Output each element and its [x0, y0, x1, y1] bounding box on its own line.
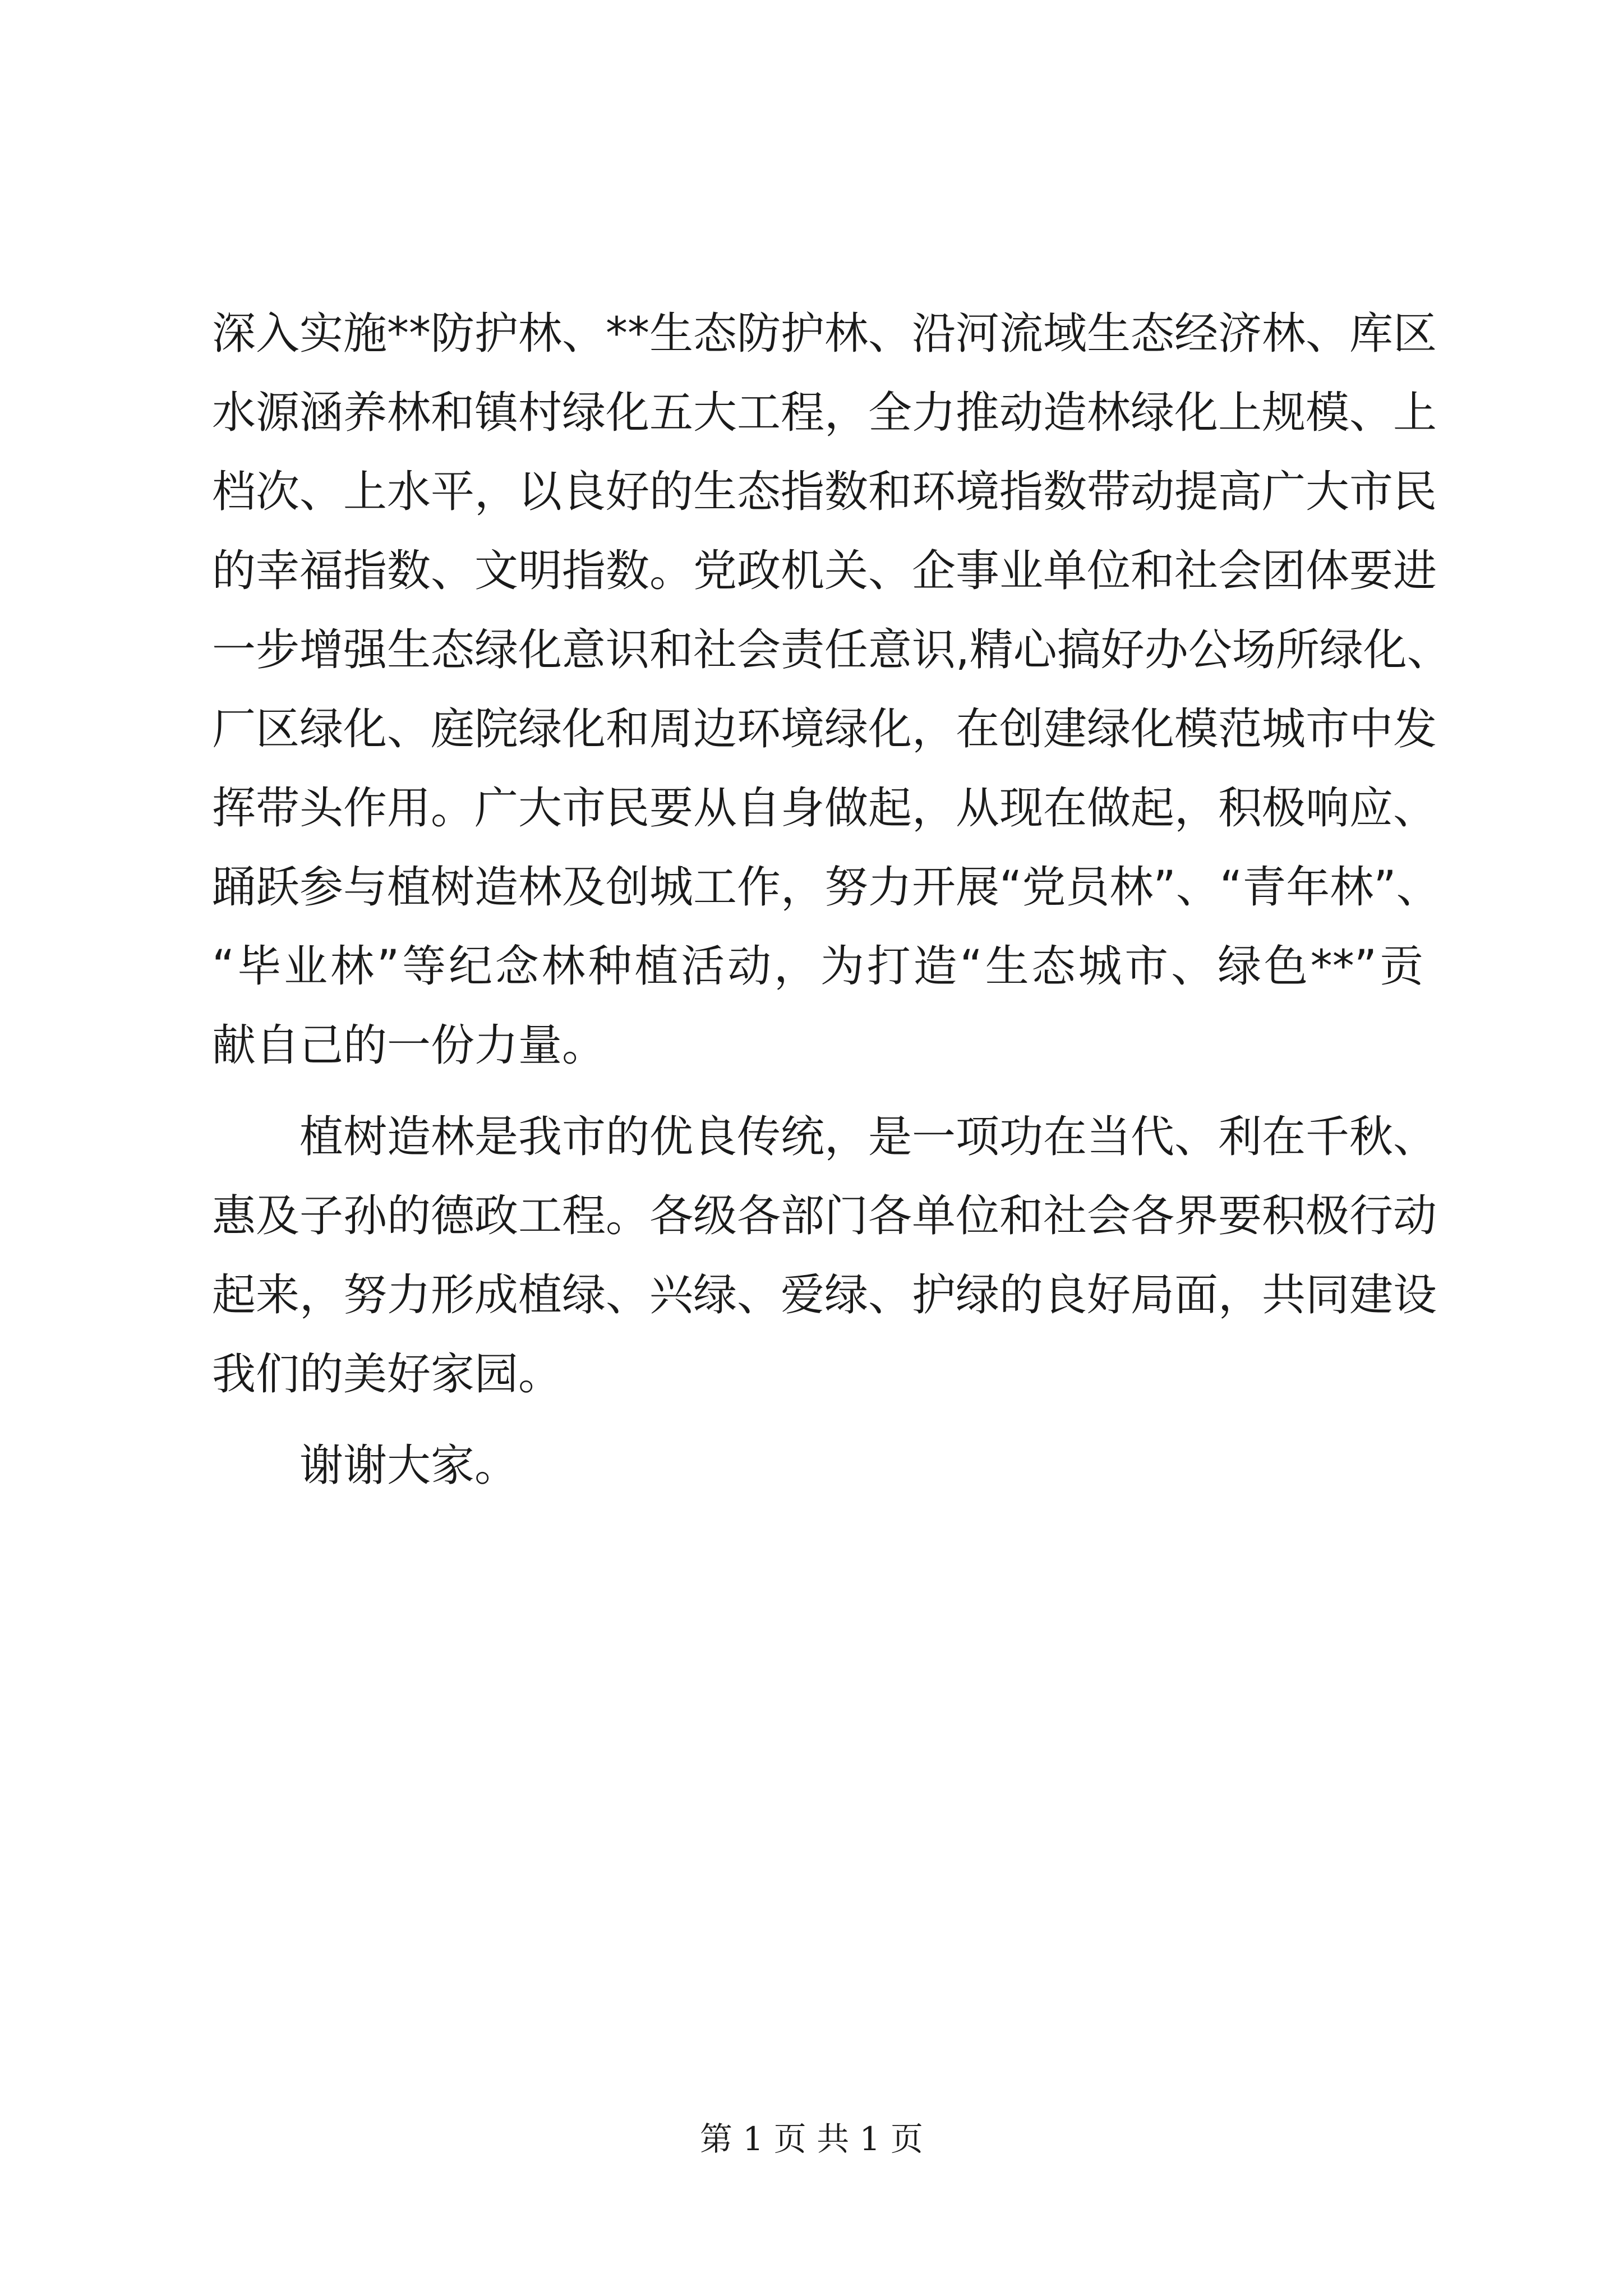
paragraph-line: 水源涵养林和镇村绿化五大工程，全力推动造林绿化上规模、上	[212, 388, 1437, 438]
paragraph-line: 档次、上水平，以良好的生态指数和环境指数带动提高广大市民	[212, 467, 1437, 517]
paragraph-line: 挥带头作用。广大市民要从自身做起，从现在做起，积极响应、	[212, 783, 1437, 834]
paragraph-line: “毕业林”等纪念林种植活动，为打造“生态城市、绿色**”贡	[212, 941, 1423, 992]
document-body	[212, 295, 1451, 1506]
paragraph-line: 深入实施**防护林、**生态防护林、沿河流域生态经济林、库区	[212, 309, 1437, 359]
paragraph-line: 的幸福指数、文明指数。党政机关、企事业单位和社会团体要进	[212, 546, 1437, 596]
paragraph-line: 我们的美好家园。	[212, 1349, 562, 1400]
page-footer: 第 1 页 共 1 页	[700, 2120, 923, 2158]
paragraph-line: 惠及子孙的德政工程。各级各部门各单位和社会各界要积极行动	[212, 1191, 1437, 1241]
paragraph-line: 一步增强生态绿化意识和社会责任意识,精心搞好办公场所绿化、	[212, 625, 1451, 675]
paragraph-line: 植树造林是我市的优良传统，是一项功在当代、利在千秋、	[299, 1112, 1437, 1162]
paragraph-line: 起来，努力形成植绿、兴绿、爱绿、护绿的良好局面，共同建设	[212, 1270, 1437, 1320]
paragraph-line: 厂区绿化、庭院绿化和周边环境绿化，在创建绿化模范城市中发	[212, 704, 1437, 754]
paragraph-line: 献自己的一份力量。	[212, 1020, 606, 1071]
paragraph-line: 谢谢大家。	[299, 1441, 519, 1491]
paragraph-line: 踊跃参与植树造林及创城工作，努力开展“党员林”、“青年林”、	[212, 862, 1440, 913]
